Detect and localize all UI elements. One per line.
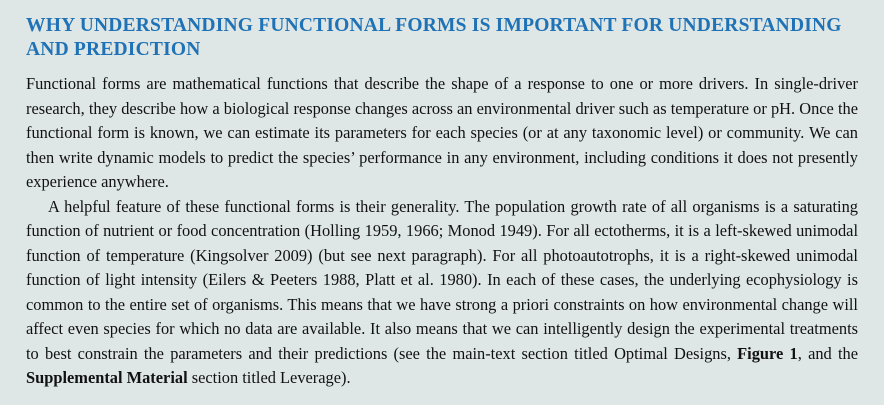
emphasized-text: Supplemental Material xyxy=(26,368,188,387)
section-heading: WHY UNDERSTANDING FUNCTIONAL FORMS IS IMPORTANT FOR UNDERSTANDING AND PREDICTION xyxy=(26,15,842,60)
text-run: section titled Leverage). xyxy=(187,368,351,387)
article-body xyxy=(26,72,858,391)
text-run: , and the xyxy=(797,343,858,363)
paragraph-1 xyxy=(26,72,858,195)
text-run: Functional forms are mathematical functions that describe the shape of a response to one or more drivers. In single-driver research, they describe how a biological response changes across an environmental driver such as temperature or pH. Once the functional form is known, we can estimate its parameters for each species (or at any taxonomic level) or community. We can then write dynamic models to predict the species’ performance in any environment, including conditions it does not presently experience anywhere. xyxy=(26,74,858,191)
emphasized-text: Figure 1 xyxy=(737,343,798,363)
text-run: A helpful feature of these functional forms is their generality. The population growth rate of all organisms is a saturating function of nutrient or food concentration (Holling 1959, 1966; Monod 1949). For all ectotherms, it is a left-skewed unimodal function of temperature (Kingsolver 2009) (but see next paragraph). For all photoautotrophs, it is a right-skewed unimodal function of light intensity (Eilers & Peeters 1988, Platt et al. 1980). In each of these cases, the underlying ecophysiology is common to the entire set of organisms. This means that we have strong a priori constraints on how environmental change will affect even species for which no data are available. It also means that we can intelligently design the experimental treatments to best constrain the parameters and their predictions (see the main-text section titled Optimal Designs, xyxy=(26,196,858,363)
paragraph-2 xyxy=(26,195,858,391)
